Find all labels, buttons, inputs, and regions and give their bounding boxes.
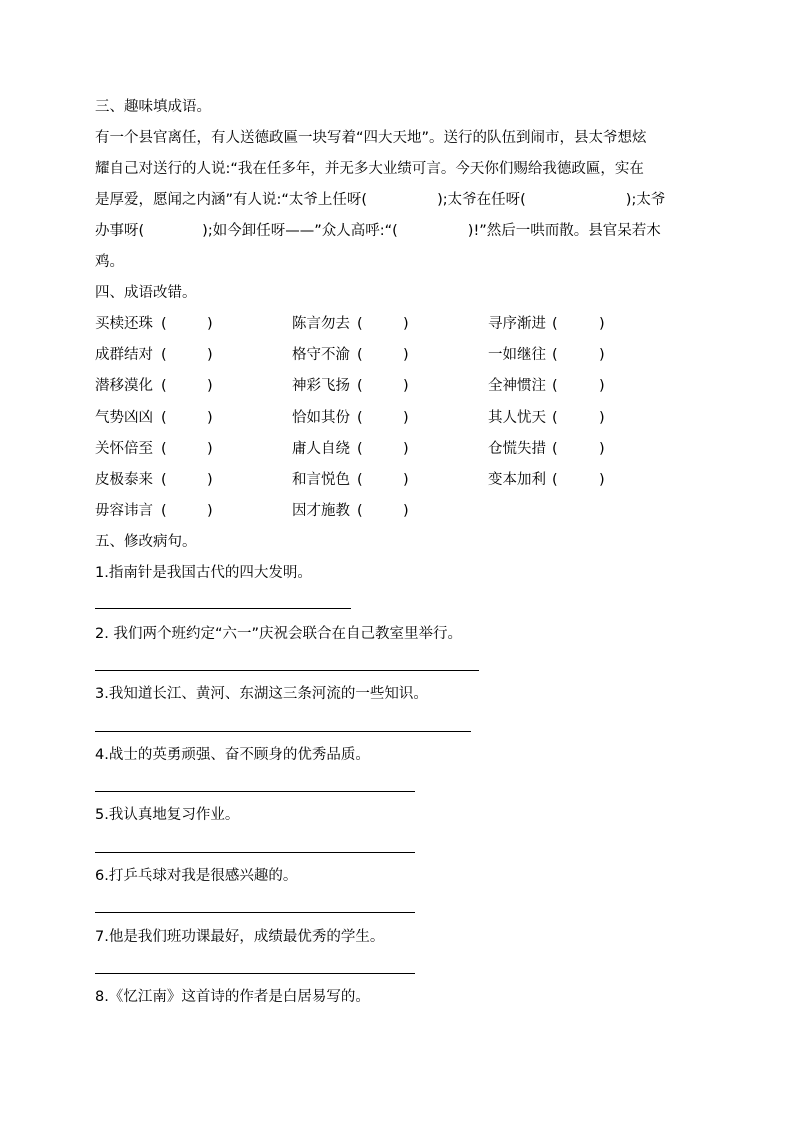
- answer-paren-open: (: [552, 316, 558, 332]
- answer-paren-close: ): [207, 316, 213, 332]
- idiom-answer-blank[interactable]: [558, 408, 599, 428]
- idiom-item: 成群结对: [95, 347, 153, 363]
- answer-paren-close: ): [599, 347, 605, 363]
- answer-paren-close: ): [403, 410, 409, 426]
- answer-line-2[interactable]: [95, 670, 479, 671]
- idiom-item: 恰如其份: [292, 410, 350, 426]
- answer-paren-open: (: [161, 347, 167, 363]
- answer-paren-close: ): [403, 316, 409, 332]
- idiom-item: 和言悦色: [292, 472, 350, 488]
- answer-paren-open: (: [552, 472, 558, 488]
- idiom-answer-blank[interactable]: [363, 345, 403, 365]
- section3-paragraph-line-4: [95, 221, 661, 241]
- section3-paragraph-line-2: 耀自己对送行的人说:“我在任多年，并无多大业绩可言。今天你们赐给我德政匾，实在: [95, 161, 644, 177]
- idiom-answer-blank[interactable]: [167, 345, 207, 365]
- answer-paren-open: (: [357, 347, 363, 363]
- answer-paren-open: (: [161, 410, 167, 426]
- answer-paren-open: (: [161, 378, 167, 394]
- answer-paren-close: ): [207, 441, 213, 457]
- answer-line-4[interactable]: [95, 791, 415, 792]
- idiom-answer-blank[interactable]: [167, 501, 207, 521]
- idiom-answer-blank[interactable]: [363, 470, 403, 490]
- answer-paren-close: ): [403, 441, 409, 457]
- idiom-item: 气势凶凶: [95, 410, 153, 426]
- idiom-item: 仓慌失措: [488, 441, 546, 457]
- answer-paren-close: ): [599, 410, 605, 426]
- answer-line-7[interactable]: [95, 973, 415, 974]
- idiom-item: 寻序渐进: [488, 316, 546, 332]
- section3-heading: 三、趣味填成语。: [95, 99, 211, 115]
- answer-paren-close: ): [403, 378, 409, 394]
- answer-paren-close: ): [207, 472, 213, 488]
- idiom-item: 毋容讳言: [95, 503, 153, 519]
- idiom-item: 一如继往: [488, 347, 546, 363]
- idiom-item: 庸人自绕: [292, 441, 350, 457]
- answer-paren-close: ): [403, 503, 409, 519]
- answer-paren-open: (: [552, 441, 558, 457]
- idiom-answer-blank[interactable]: [363, 501, 403, 521]
- text-segment: 是厚爱，愿闻之内涵”有人说:“太爷上任呀(: [95, 192, 368, 208]
- idiom-answer-blank[interactable]: [167, 408, 207, 428]
- answer-paren-open: (: [161, 472, 167, 488]
- idiom-item: 潜移漠化: [95, 378, 153, 394]
- idiom-item: 变本加利: [488, 472, 546, 488]
- text-segment: );太爷: [625, 192, 666, 208]
- section3-paragraph-line-5: 鸡。: [95, 254, 124, 270]
- answer-line-6[interactable]: [95, 912, 415, 913]
- sentence-7: 7.他是我们班功课最好，成绩最优秀的学生。: [95, 929, 385, 945]
- section3-paragraph-line-1: 有一个县官离任，有人送德政匾一块写着“四大天地”。送行的队伍到闹市，县太爷想炫: [95, 130, 647, 146]
- idiom-answer-blank[interactable]: [558, 470, 599, 490]
- answer-paren-close: ): [207, 503, 213, 519]
- sentence-2: 2. 我们两个班约定“六一”庆祝会联合在自己教室里举行。: [95, 626, 462, 642]
- idiom-answer-blank[interactable]: [167, 439, 207, 459]
- answer-paren-open: (: [552, 378, 558, 394]
- idiom-answer-blank[interactable]: [167, 470, 207, 490]
- text-segment: );如今卸任呀——”众人高呼:“(: [202, 223, 398, 239]
- answer-line-1[interactable]: [95, 608, 351, 609]
- idiom-item: 神彩飞扬: [292, 378, 350, 394]
- answer-line-3[interactable]: [95, 731, 471, 732]
- answer-paren-open: (: [357, 441, 363, 457]
- idiom-answer-blank[interactable]: [558, 439, 599, 459]
- idiom-answer-blank[interactable]: [363, 314, 403, 334]
- section5-heading: 五、修改病句。: [95, 534, 197, 550]
- answer-paren-open: (: [161, 441, 167, 457]
- sentence-6: 6.打乒乓球对我是很感兴趣的。: [95, 868, 298, 884]
- idiom-answer-blank[interactable]: [363, 408, 403, 428]
- answer-paren-close: ): [403, 347, 409, 363]
- section3-paragraph-line-3: [95, 190, 665, 210]
- idiom-answer-blank[interactable]: [558, 345, 599, 365]
- answer-paren-close: ): [403, 472, 409, 488]
- section4-heading: 四、成语改错。: [95, 285, 197, 301]
- idiom-item: 其人忧天: [488, 410, 546, 426]
- answer-line-5[interactable]: [95, 852, 415, 853]
- answer-paren-close: ): [207, 347, 213, 363]
- idiom-item: 因才施教: [292, 503, 350, 519]
- answer-paren-open: (: [161, 316, 167, 332]
- idiom-item: 全神惯注: [488, 378, 546, 394]
- answer-paren-open: (: [357, 316, 363, 332]
- answer-paren-open: (: [552, 410, 558, 426]
- idiom-item: 格守不渝: [292, 347, 350, 363]
- text-segment: 办事呀(: [95, 223, 145, 239]
- answer-paren-close: ): [599, 316, 605, 332]
- text-segment: )!”然后一哄而散。县官呆若木: [467, 223, 661, 239]
- idiom-answer-blank[interactable]: [167, 376, 207, 396]
- idiom-item: 陈言勿去: [292, 316, 350, 332]
- idiom-item: 买椟还珠: [95, 316, 153, 332]
- sentence-3: 3.我知道长江、黄河、东湖这三条河流的一些知识。: [95, 686, 428, 702]
- idiom-answer-blank[interactable]: [167, 314, 207, 334]
- answer-paren-open: (: [357, 378, 363, 394]
- answer-paren-close: ): [599, 441, 605, 457]
- idiom-item: 皮极泰来: [95, 472, 153, 488]
- answer-paren-open: (: [552, 347, 558, 363]
- answer-paren-open: (: [357, 472, 363, 488]
- idiom-answer-blank[interactable]: [558, 376, 599, 396]
- answer-paren-close: ): [599, 378, 605, 394]
- idiom-answer-blank[interactable]: [558, 314, 599, 334]
- sentence-1: 1.指南针是我国古代的四大发明。: [95, 565, 312, 581]
- answer-paren-open: (: [357, 410, 363, 426]
- sentence-5: 5.我认真地复习作业。: [95, 807, 240, 823]
- sentence-4: 4.战士的英勇顽强、奋不顾身的优秀品质。: [95, 747, 370, 763]
- idiom-answer-blank[interactable]: [363, 376, 403, 396]
- sentence-8: 8.《忆江南》这首诗的作者是白居易写的。: [95, 989, 370, 1005]
- answer-paren-close: ): [207, 410, 213, 426]
- answer-paren-close: ): [207, 378, 213, 394]
- idiom-item: 关怀倍至: [95, 441, 153, 457]
- answer-paren-close: ): [599, 472, 605, 488]
- text-segment: );太爷在任呀(: [437, 192, 526, 208]
- idiom-answer-blank[interactable]: [363, 439, 403, 459]
- answer-paren-open: (: [161, 503, 167, 519]
- answer-paren-open: (: [357, 503, 363, 519]
